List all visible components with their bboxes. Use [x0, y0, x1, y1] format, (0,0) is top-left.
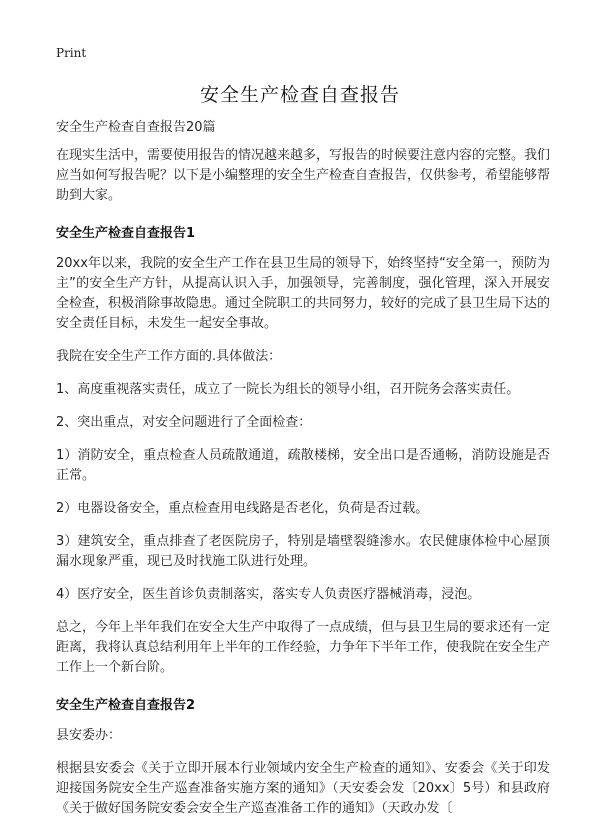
section1-paragraph: 20xx年以来，我院的安全生产工作在县卫生局的领导下，始终坚持“安全第一，预防为主”的安全生产方针，从提高认识入手，加强领导，完善制度，强化管理，深入开展安全检查，积极消除事故隐患。通过全院职工的共同努力，较好的完成了县卫生局下达的安全责任目标，未发生一起安全事故。 — [56, 256, 551, 331]
section2-paragraph: 根据县安委会《关于立即开展本行业领域内安全生产检查的通知》、安委会《关于印发迎接国务院安全生产巡查准备实施方案的通知》（天安委会发〔20xx〕5号）和县政府《关于做好国务院安委会安全生产巡查准备工作的通知》（天政办发〔 — [56, 761, 550, 816]
section1-paragraph: 4）医疗安全，医生首诊负责制落实，落实专人负责医疗器械消毒，浸泡。 — [56, 587, 481, 602]
document-subtitle: 安全生产检查自查报告20篇 — [56, 120, 216, 135]
section-heading-1: 安全生产检查自查报告1 — [56, 226, 196, 241]
section1-paragraph: 2、突出重点，对安全问题进行了全面检查： — [56, 415, 312, 430]
section2-paragraph: 县安委办： — [56, 728, 122, 743]
section1-paragraph: 3）建筑安全，重点排查了老医院房子，特别是墙壁裂缝渗水。农民健康体检中心屋顶漏水现象严重，现已及时找施工队进行处理。 — [56, 534, 550, 569]
section-heading-2: 安全生产检查自查报告2 — [56, 698, 196, 713]
page-title: 安全生产检查自查报告 — [199, 84, 400, 106]
section1-paragraph: 1、高度重视落实责任，成立了一院长为组长的领导小组，召开院务会落实责任。 — [56, 382, 520, 397]
section1-paragraph: 我院在安全生产工作方面的.具体做法： — [56, 349, 282, 364]
intro-paragraph: 在现实生活中，需要使用报告的情况越来越多，写报告的时候要注意内容的完整。我们应当如何写报告呢？以下是小编整理的安全生产检查自查报告，仅供参考，希望能够帮助到大家。 — [56, 148, 551, 203]
section1-paragraph: 2）电器设备安全，重点检查用电线路是否老化，负荷是否过载。 — [56, 501, 429, 516]
document-body — [56, 118, 550, 832]
section1-paragraph: 1）消防安全，重点检查人员疏散通道，疏散楼梯，安全出口是否通畅，消防设施是否正常。 — [56, 448, 550, 483]
print-link[interactable]: Print — [56, 46, 87, 60]
section1-paragraph: 总之，今年上半年我们在安全大生产中取得了一点成绩，但与县卫生局的要求还有一定距离，我将认真总结利用年上半年的工作经验，力争年下半年工作，使我院在安全生产工作上一个新台阶。 — [56, 620, 551, 675]
